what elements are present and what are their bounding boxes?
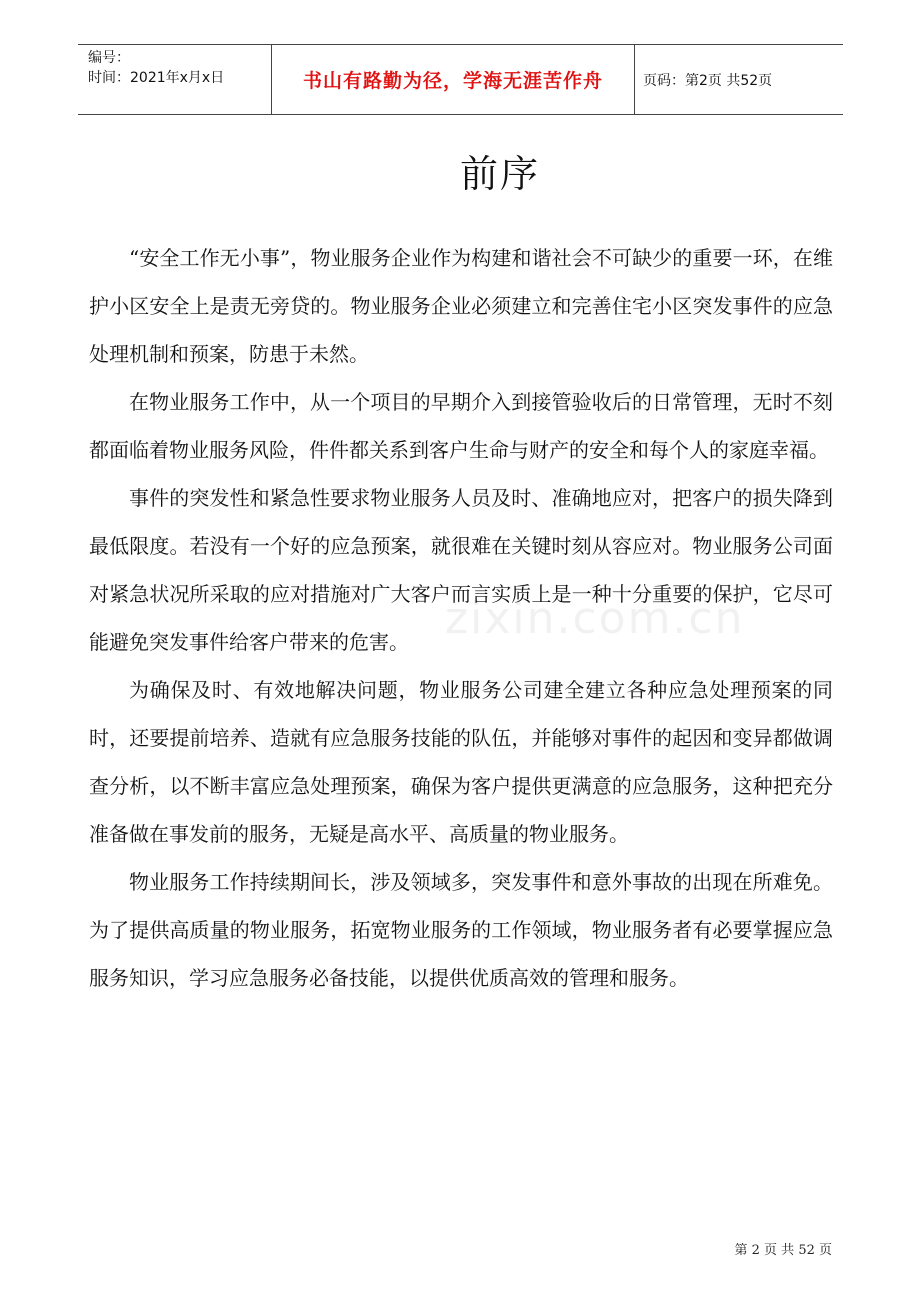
page-footer: 第 2 页 共 52 页 (734, 1243, 832, 1258)
header-motto: 书山有路勤为径，学海无涯苦作舟 (272, 45, 635, 114)
watermark: zixin.com.cn (445, 593, 745, 644)
date-line: 时间：2021年x月x日 (88, 70, 225, 86)
paragraph: 在物业服务工作中，从一个项目的早期介入到接管验收后的日常管理，无时不刻都面临着物业服务风险，件件都关系到客户生命与财产的安全和每个人的家庭幸福。 (89, 390, 833, 462)
page-title: 前序 (459, 152, 540, 196)
paragraph: “安全工作无小事”，物业服务企业作为构建和谐社会不可缺少的重要一环，在维护小区安全上是责无旁贷的。物业服务企业必须建立和完善住宅小区突发事件的应急处理机制和预案，防患于未然。 (89, 246, 833, 366)
number-label: 编号： (88, 50, 130, 66)
body-text (89, 234, 833, 1002)
paragraph: 事件的突发性和紧急性要求物业服务人员及时、准确地应对，把客户的损失降到最低限度。若没有一个好的应急预案，就很难在关键时刻从容应对。物业服务公司面对紧急状况所采取的应对措施对广大客户而言实质上是一种十分重要的保护，它尽可能避免突发事件给客户带来的危害。 (89, 486, 833, 654)
header-page-info: 页码：第2页 共52页 (643, 72, 773, 89)
paragraph: 为确保及时、有效地解决问题，物业服务公司建全建立各种应急处理预案的同时，还要提前培养、造就有应急服务技能的队伍，并能够对事件的起因和变异都做调查分析，以不断丰富应急处理预案，确保为客户提供更满意的应急服务，这种把充分准备做在事发前的服务，无疑是高水平、高质量的物业服务。 (89, 678, 833, 846)
page-header (78, 44, 843, 115)
header-meta (78, 45, 272, 114)
paragraph: 物业服务工作持续期间长，涉及领域多，突发事件和意外事故的出现在所难免。为了提供高质量的物业服务，拓宽物业服务的工作领域，物业服务者有必要掌握应急服务知识，学习应急服务必备技能，以提供优质高效的管理和服务。 (89, 870, 833, 990)
